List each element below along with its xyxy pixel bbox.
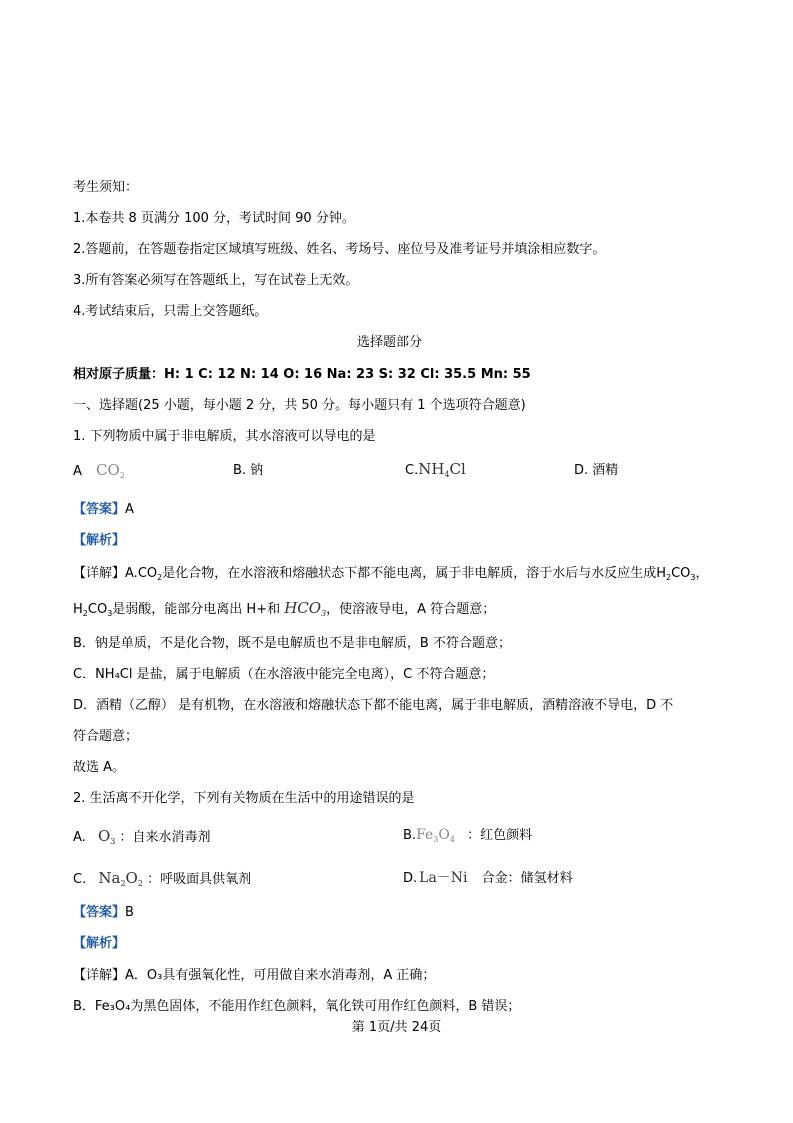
hco3-formula: $HCO_3$ — [284, 599, 327, 618]
q2-option-a — [73, 827, 211, 847]
page-footer: 第 1页/共 24页 — [351, 1020, 442, 1035]
option-label: C. — [405, 463, 419, 478]
q1-detail-3: B．钠是单质，不是化合物，既不是电解质也不是非电解质，B 不符合题意； — [73, 636, 511, 651]
q1-option-a — [73, 461, 125, 481]
detail-label: 【详解】 — [73, 566, 126, 581]
q1-detail-5: D．酒精（乙醇） 是有机物，在水溶液和熔融状态下都不能电离，属于非电解质，酒精溶液不导电，D 不 — [73, 698, 674, 713]
q1-analysis-label: 【解析】 — [73, 533, 126, 548]
q2-option-d — [403, 869, 573, 888]
notice-title: 考生须知： — [73, 180, 139, 195]
notice-item-1: 1.本卷共 8 页满分 100 分，考试时间 90 分钟。 — [73, 211, 355, 226]
q1-detail-4: C．NH₄Cl 是盐，属于电解质（在水溶液中能完全电离），C 不符合题意； — [73, 667, 495, 682]
answer-value: A — [125, 502, 134, 517]
option-label: D. — [403, 871, 418, 886]
q1-detail-1 — [73, 565, 709, 583]
notice-item-2: 2.答题前，在答题卷指定区域填写班级、姓名、考场号、座位号及准考证号并填涂相应数字。 — [73, 242, 606, 257]
option-text: 合金：储氢材料 — [481, 871, 573, 886]
q1-detail-2 — [73, 599, 495, 619]
option-text: ：自来水消毒剂 — [119, 830, 211, 845]
section-title: 选择题部分 — [357, 335, 423, 350]
o3-formula: $O_3$ — [97, 827, 116, 846]
nh4cl-formula: $NH_4Cl$ — [418, 460, 466, 479]
text: 是弱酸，能部分电离出 H+和 — [112, 602, 285, 617]
answer-label: 【答案】 — [73, 502, 126, 517]
subscript: 3 — [107, 609, 113, 618]
notice-item-4: 4.考试结束后，只需上交答题纸。 — [73, 304, 268, 319]
subscript: 3 — [690, 573, 696, 582]
fe3o4-formula: $Fe_3O_4$ — [416, 827, 455, 844]
q1-option-c — [405, 460, 466, 480]
q1-option-d: D. 酒精 — [574, 463, 619, 478]
q2-detail-2: B．Fe₃O₄为黑色固体，不能用作红色颜料，氧化铁可用作红色颜料，B 错误； — [73, 999, 521, 1014]
q1-option-b: B. 钠 — [233, 463, 264, 478]
text: CO — [671, 566, 691, 581]
na2o2-formula: $Na_2O_2$ — [98, 869, 143, 888]
text: CO — [87, 602, 108, 617]
option-label: C. — [73, 872, 87, 887]
q2-option-c — [73, 869, 251, 889]
q2-detail-1 — [73, 967, 435, 985]
q2-stem: 2. 生活离不开化学，下列有关物质在生活中的用途错误的是 — [73, 791, 415, 806]
option-label: A. — [73, 830, 86, 845]
q1-detail-6: 符合题意； — [73, 729, 139, 744]
notice-item-3: 3.所有答案必须写在答题纸上，写在试卷上无效。 — [73, 273, 359, 288]
q1-answer — [73, 501, 134, 519]
q2-answer — [73, 904, 134, 922]
subscript: 2 — [157, 573, 163, 582]
text: A.CO — [125, 566, 158, 581]
la-ni-formula: La－Ni — [419, 870, 468, 886]
text: 是化合物，在水溶液和熔融状态下都不能电离，属于非电解质，溶于水后与水反应生成H — [162, 566, 666, 581]
q1-conclusion: 故选 A。 — [73, 760, 126, 775]
subscript: 2 — [82, 609, 88, 618]
answer-value: B — [125, 905, 134, 920]
co2-formula: $CO_2$ — [96, 461, 125, 480]
text: H — [73, 602, 83, 617]
option-text: ：红色颜料 — [467, 828, 533, 843]
answer-label: 【答案】 — [73, 905, 126, 920]
text: A．O₃具有强氧化性，可用做自来水消毒剂，A 正确； — [125, 968, 436, 983]
q1-stem: 1. 下列物质中属于非电解质，其水溶液可以导电的是 — [73, 429, 376, 444]
text: ，使溶液导电，A 符合题意； — [326, 602, 496, 617]
part-one-heading: 一、选择题(25 小题，每小题 2 分，共 50 分。每小题只有 1 个选项符合题意) — [73, 398, 526, 413]
q2-option-b — [403, 826, 532, 845]
atomic-mass-line: 相对原子质量：H: 1 C: 12 N: 14 O: 16 Na: 23 S: 32 Cl: 35.5 Mn: 55 — [73, 367, 531, 382]
subscript: 2 — [666, 573, 672, 582]
option-text: ：呼吸面具供氧剂 — [147, 872, 252, 887]
q2-analysis-label: 【解析】 — [73, 936, 126, 951]
option-label: A — [73, 464, 82, 479]
detail-label: 【详解】 — [73, 968, 126, 983]
option-label: B. — [403, 828, 417, 843]
text: ， — [695, 566, 709, 581]
